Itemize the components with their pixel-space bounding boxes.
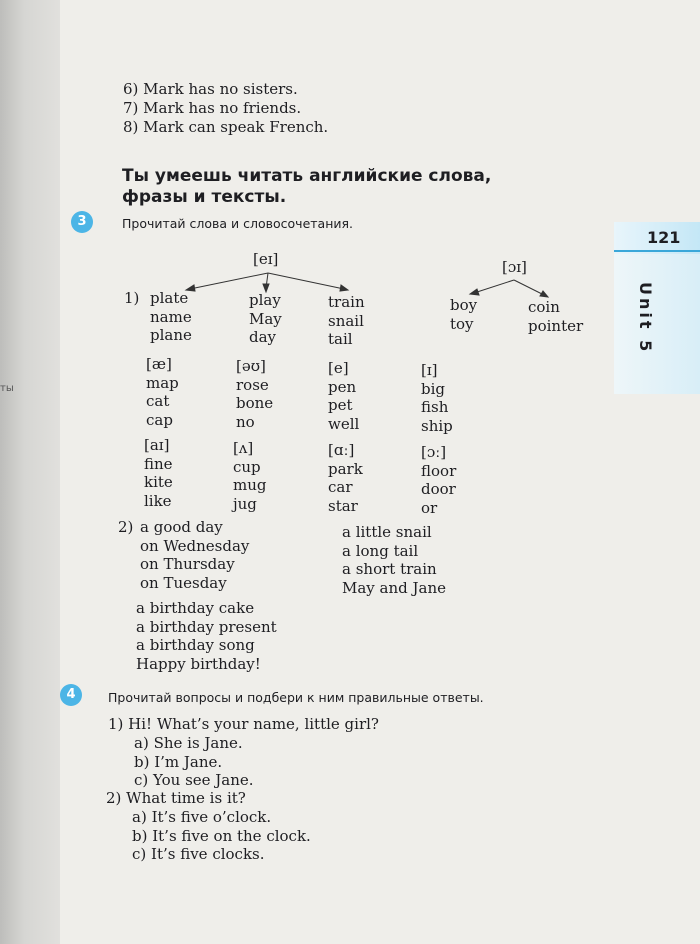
- word-column: coin pointer: [528, 298, 584, 335]
- word-column: plate name plane: [150, 289, 192, 344]
- part-label: 2): [118, 518, 134, 536]
- word-column: [ʌ] cup mug jug: [233, 439, 267, 513]
- unit-label: Unit 5: [636, 282, 655, 355]
- answer-options: a) It’s five o’clock. b) It’s five on the clock. c) It’s five clocks.: [132, 808, 311, 863]
- word-column: [ɔː] floor door or: [421, 443, 457, 517]
- exercise-instruction: Прочитай слова и словосочетания.: [122, 216, 353, 231]
- list-item: 6) Mark has no sisters.: [123, 80, 298, 98]
- part-label: 1): [124, 289, 140, 307]
- word-column: play May day: [249, 291, 282, 346]
- list-item: 7) Mark has no friends.: [123, 99, 302, 117]
- word-column: train snail tail: [328, 293, 365, 348]
- phrase-column: a little snail a long tail a short train May and Jane: [342, 523, 447, 597]
- sound-label: [ɔɪ]: [502, 258, 527, 276]
- section-heading: Ты умеешь читать английские слова, фразы и тексты.: [122, 166, 492, 207]
- word-column: boy toy: [450, 296, 478, 333]
- question: 2) What time is it?: [106, 789, 246, 807]
- phrase-column: a birthday cake a birthday present a birthday song Happy birthday!: [136, 599, 277, 673]
- word-column: [æ] map cat cap: [146, 355, 179, 429]
- list-item: 8) Mark can speak French.: [123, 118, 329, 136]
- word-column: [aɪ] fine kite like: [144, 436, 173, 510]
- word-column: [e] pen pet well: [328, 359, 360, 433]
- answer-options: a) She is Jane. b) I’m Jane. c) You see Jane.: [134, 734, 254, 789]
- word-column: [ɑː] park car star: [328, 441, 363, 515]
- exercise-number-badge: 4: [60, 684, 82, 706]
- question: 1) Hi! What’s your name, little girl?: [108, 715, 379, 733]
- sound-label: [eɪ]: [253, 250, 279, 268]
- word-column: [ɪ] big fish ship: [421, 361, 453, 435]
- exercise-instruction: Прочитай вопросы и подбери к ним правильные ответы.: [108, 690, 484, 705]
- phrase-column: a good day on Wednesday on Thursday on Tuesday: [140, 518, 250, 592]
- word-column: [əʊ] rose bone no: [236, 357, 274, 431]
- page-number: 121: [647, 228, 681, 247]
- exercise-number-badge: 3: [71, 211, 93, 233]
- facing-page-text: ты: [0, 383, 14, 394]
